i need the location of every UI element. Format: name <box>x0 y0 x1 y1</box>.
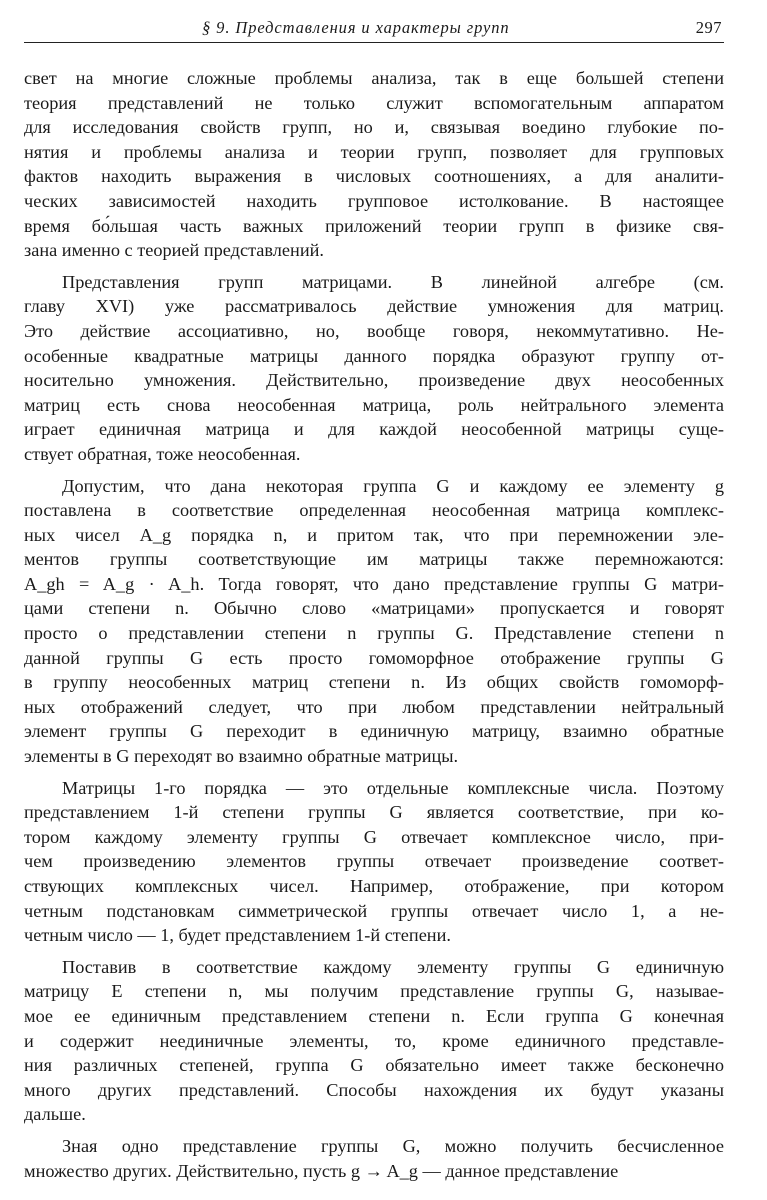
text-line: Зная одно представление группы G, можно получить бесчисленное <box>62 1135 724 1156</box>
text-line: особенные квадратные матрицы данного порядка образуют группу от- <box>24 345 724 366</box>
text-line: мое ее единичным представлением степени n. Если группа G конечная <box>24 1005 724 1026</box>
paragraph <box>24 955 724 1127</box>
text-line: дальше. <box>24 1104 86 1125</box>
book-page <box>24 0 724 1200</box>
text-line: матрицу E степени n, мы получим представление группы G, называе- <box>24 981 724 1002</box>
text-line: много других представлений. Способы нахождения их будут указаны <box>24 1079 724 1100</box>
text-line: теория представлений не только служит вспомогательным аппаратом <box>24 92 724 113</box>
running-header <box>24 16 724 43</box>
text-line: A_gh = A_g · A_h. Тогда говорят, что дано представление группы G матри- <box>24 573 724 594</box>
text-line: играет единичная матрица и для каждой неособенной матрицы суще- <box>24 419 724 440</box>
text-line: элементы в G переходят во взаимно обратные матрицы. <box>24 746 459 767</box>
text-line: ствующих комплексных чисел. Например, отображение, при котором <box>24 876 724 896</box>
text-line: Матрицы 1-го порядка — это отдельные комплексные числа. Поэтому <box>62 777 724 798</box>
text-line: и содержит неединичные элементы, то, кроме единичного представле- <box>24 1030 724 1051</box>
text-line: цами степени n. Обычно слово «матрицами» пропускается и говорят <box>24 598 724 619</box>
text-line: Поставив в соответствие каждому элементу группы G единичную <box>62 956 724 977</box>
chapter-section-title: § 9. Представления и характеры групп <box>202 18 510 37</box>
text-line: четным подстановкам симметрической группы отвечает число 1, а не- <box>24 900 724 921</box>
body-text <box>24 66 724 1190</box>
text-line: зана именно с теорией представлений. <box>24 240 324 261</box>
paragraph <box>24 270 724 467</box>
text-line: ных чисел A_g порядка n, и притом так, что при перемножении эле- <box>24 524 724 545</box>
text-line: ствует обратная, тоже неособенная. <box>24 443 301 464</box>
text-line: ментов группы соответствующие им матрицы также перемножаются: <box>24 549 724 570</box>
text-line: свет на многие сложные проблемы анализа, так в еще большей степени <box>24 68 724 88</box>
text-line: поставлена в соответствие определенная неособенная матрица комплекс- <box>24 500 724 521</box>
text-line: Допустим, что дана некоторая группа G и каждому ее элементу g <box>62 475 724 496</box>
text-line: нятия и проблемы анализа и теории групп, позволяет для групповых <box>24 141 724 162</box>
text-line: матриц есть снова неособенная матрица, роль нейтрального элемента <box>24 394 724 415</box>
text-line: четным число — 1, будет представлением 1-й степени. <box>24 925 451 946</box>
text-line: множество других. Действительно, пусть g → A_g — данное представление <box>24 1160 619 1181</box>
paragraph <box>24 66 724 263</box>
text-line: ния различных степеней, группа G обязательно имеет также бесконечно <box>24 1055 724 1076</box>
text-line: тором каждому элементу группы G отвечает комплексное число, при- <box>24 826 724 847</box>
text-line: для исследования свойств групп, но и, связывая воедино глубокие по- <box>24 117 724 138</box>
paragraph <box>24 776 724 948</box>
text-line: главу XVI) уже рассматривалось действие умножения для матриц. <box>24 296 724 317</box>
text-line: чем произведению элементов группы отвечает произведение соответ- <box>24 851 724 872</box>
text-line: время бо́льшая часть важных приложений теории групп в физике свя- <box>24 215 724 236</box>
text-line: данной группы G есть просто гомоморфное отображение группы G <box>24 647 724 668</box>
text-line: ческих зависимостей находить групповое истолкование. В настоящее <box>24 190 724 211</box>
text-line: фактов находить выражения в числовых соотношениях, а для аналити- <box>24 166 724 187</box>
text-line: ных отображений следует, что при любом представлении нейтральный <box>24 696 724 717</box>
paragraph <box>24 474 724 769</box>
text-line: элемент группы G переходит в единичную матрицу, взаимно обратные <box>24 721 724 742</box>
text-line: носительно умножения. Действительно, произведение двух неособенных <box>24 370 724 391</box>
text-line: представлением 1-й степени группы G является соответствие, при ко- <box>24 802 724 823</box>
text-line: Это действие ассоциативно, но, вообще говоря, некоммутативно. Не- <box>24 320 724 341</box>
text-line: Представления групп матрицами. В линейной алгебре (см. <box>62 271 724 292</box>
text-line: просто о представлении степени n группы G. Представление степени n <box>24 623 724 644</box>
text-line: в группу неособенных матриц степени n. Из общих свойств гомоморф- <box>24 672 724 693</box>
page-number: 297 <box>695 18 722 37</box>
paragraph <box>24 1134 724 1183</box>
